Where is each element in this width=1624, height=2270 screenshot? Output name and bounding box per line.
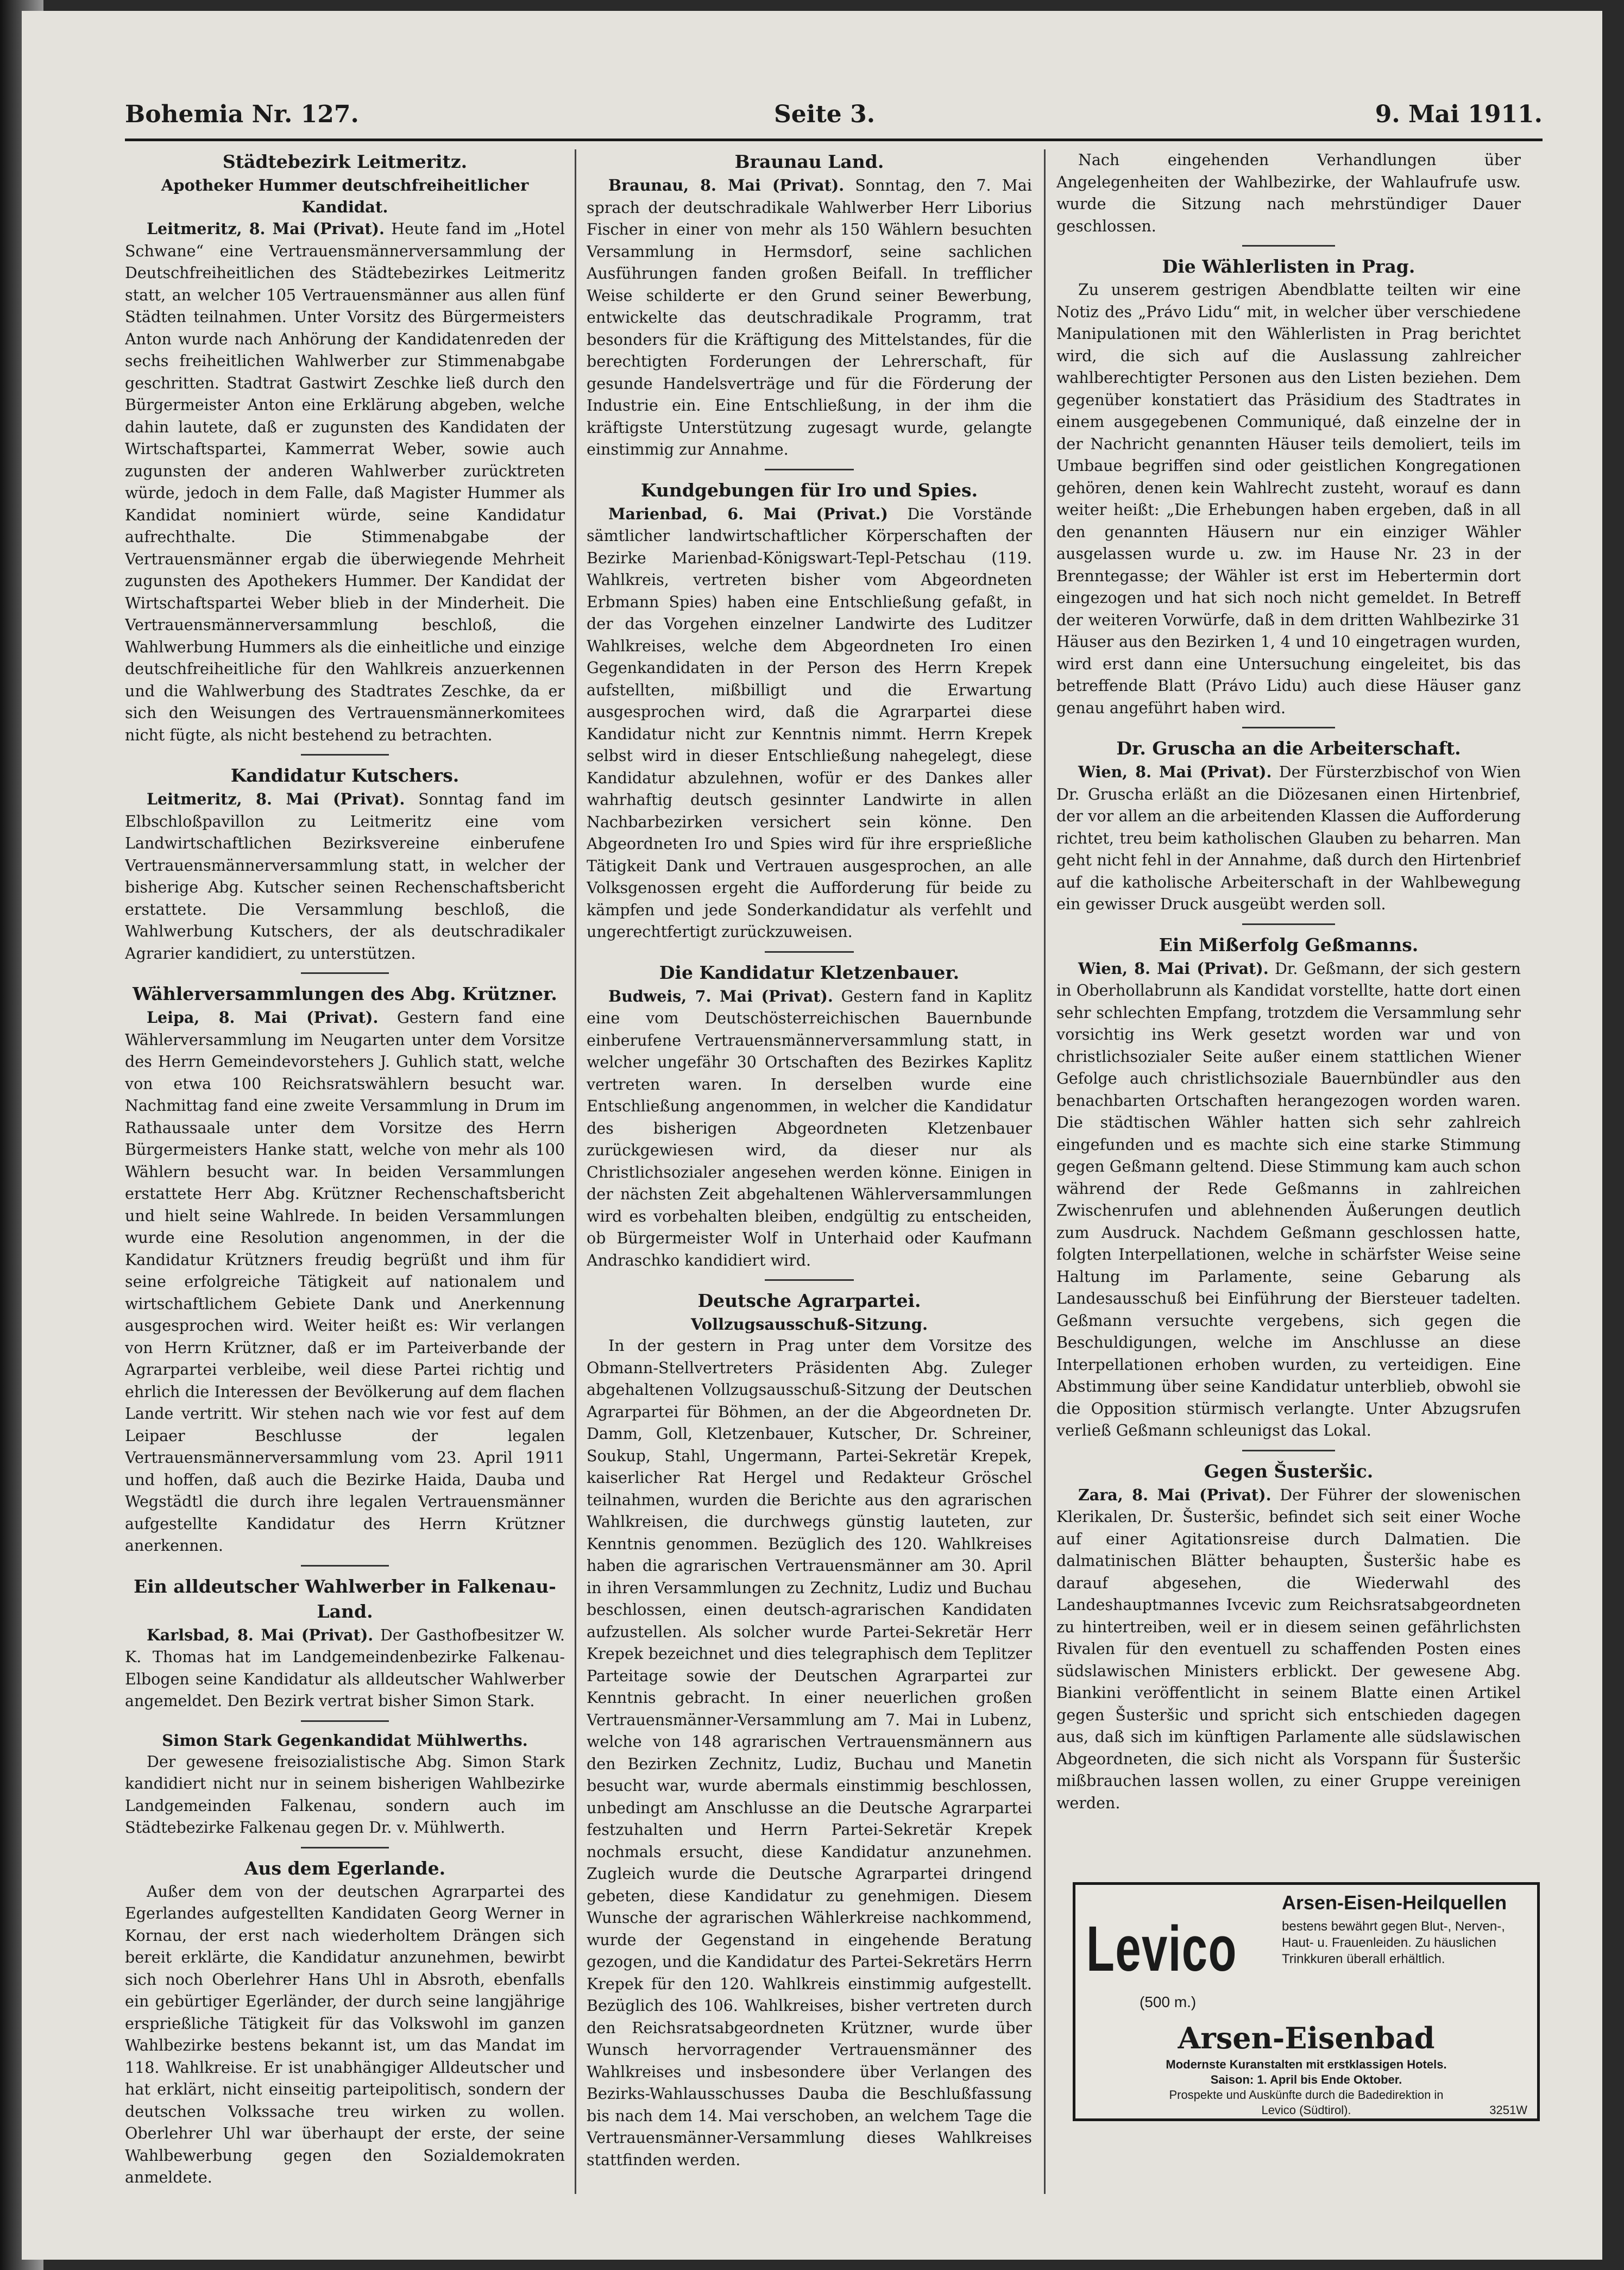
article-text: Gestern fand eine Wählerversammlung im Neugarten unter dem Vorsitze des Herrn Gemeindevorstehers J. Guhlich statt, welche von etwa 100 Reichsratswählern besucht war. Nachmittag fand eine zweite Versammlung in Drum im Rathaussaale unter dem Vorsitze des Herrn Bürgermeisters Hanke statt, welche von mehr als 100 Wählern besucht war. In beiden Versammlungen erstattete Herr Abg. Krützner Rechenschaftsbericht und hielt seine Wahlrede. In beiden Versammlungen wurde eine Resolution angenommen, in der die Kandidatur Krützners freudig begrüßt und ihm für seine erfolgreiche Tätigkeit auf nationalem und wirtschaftlichem Gebiete Dank und Anerkennung ausgesprochen wird. Weiter heißt es: Wir verlangen von Herrn Krützner, daß er im Parteiverbande der Agrarpartei verbleibe, weil diese Partei richtig und ehrlich die Interessen der Bevölkerung auf dem flachen Lande vertritt. Wir stehen nach wie vor fest auf dem Leipaer Beschlusse der legalen Vertrauensmännerversammlung vom 23. April 1911 und hoffen, daß auch die Bezirke Haida, Dauba und Wegstädtl die durch ihre legalen Vertrauensmänner aufgestellte Kandidatur des Herrn Krützner anerkennen. xyxy=(125,1009,565,1555)
article-title: Deutsche Agrarpartei. xyxy=(697,1290,921,1311)
article xyxy=(587,149,1032,461)
article-dateline: Wien, 8. Mai (Privat). xyxy=(1078,763,1272,781)
column-rule xyxy=(575,149,576,2194)
article-title: Die Kandidatur Kletzenbauer. xyxy=(659,961,960,983)
article xyxy=(1056,149,1521,237)
ad-altitude: (500 m.) xyxy=(1140,1994,1197,2010)
article-text: Der Gasthofbesitzer W. K. Thomas hat im Landgemeindenbezirke Falkenau-Elbogen seine Kandidatur als alldeutscher Wahlwerber angemeldet. Den Bezirk vertrat bisher Simon Stark. xyxy=(125,1626,565,1710)
article-subtitle: Simon Stark Gegenkandidat Mühlwerths. xyxy=(162,1731,528,1750)
article-dateline: Braunau, 8. Mai (Privat). xyxy=(608,176,845,194)
article-body xyxy=(587,985,1032,1272)
article xyxy=(125,1730,565,1839)
article-separator xyxy=(301,1720,389,1722)
article-title: Kundgebungen für Iro und Spies. xyxy=(640,479,978,501)
article-separator xyxy=(1242,727,1335,728)
article-text: Heute fand im „Hotel Schwane“ eine Vertrauensmännerversammlung der Deutschfreiheitlichen des Städtebezirkes Leitmeritz statt, an welcher 105 Vertrauensmänner aus allen fünf Städten teilnahmen. Unter Vorsitz des Bürgermeisters Anton wurde nach Anhörung der Kandidatenreden der sechs freiheitlichen Wahlwerber zur Stimmenabgabe geschritten. Stadtrat Gastwirt Zeschke ließ durch den Bürgermeister Anton eine Erklärung abgeben, welche dahin lautete, daß er zugunsten des Kandidaten der Wirtschaftspartei, Kammerrat Weber, sowie auch zugunsten der anderen Wahlwerber zurücktreten würde, jedoch in dem Falle, daß Magister Hummer als Kandidat nominiert würde, seine Kandidatur aufrechthalte. Die Stimmenabgabe der Vertrauensmänner ergab die überwiegende Mehrheit zugunsten des Apothekers Hummer. Der Kandidat der Wirtschaftspartei Weber blieb in der Minderheit. Die Vertrauensmännerversammlung beschloß, die Wahlwerbung Hummers als die einheitliche und einzige deutschfreiheitliche für den Wahlkreis anzuerkennen und die Wahlwerbung des Stadtrates Zeschke, da er sich den Weisungen des Vertrauensmännerkomitees nicht fügte, als nicht bestehend zu betrachten. xyxy=(125,220,565,744)
article-title: Städtebezirk Leitmeritz. xyxy=(222,151,468,172)
ad-brand: Levico xyxy=(1086,1913,1237,1985)
article-dateline: Karlsbad, 8. Mai (Privat). xyxy=(147,1625,374,1644)
article-title: Die Wählerlisten in Prag. xyxy=(1162,256,1415,277)
article-title: Wählerversammlungen des Abg. Krützner. xyxy=(133,983,557,1004)
article-body xyxy=(587,503,1032,944)
article-text: Gestern fand in Kaplitz eine vom Deutschösterreichischen Bauernbunde einberufene Vertrauensmännerversammlung statt, in welcher ungefähr 30 Ortschaften des Bezirkes Kaplitz vertreten waren. In derselben wurde eine Entschließung angenommen, in welcher die Kandidatur des bisherigen Abgeordneten Kletzenbauer zurückgewiesen wird, da dieser nur als Christlichsozialer angesehen werden könne. Einigen in der nächsten Zeit abgehaltenen Wählerversammlungen wird es vorbehalten bleiben, endgültig zu entscheiden, ob Bürgermeister Wolf in Unterhaid oder Kaufmann Andraschko kandidiert wird. xyxy=(587,987,1032,1269)
advertisement-levico xyxy=(1073,1882,1540,2121)
article-text: Der Führer der slowenischen Klerikalen, Dr. Šusteršic, befindet sich seit einer Woche auf einer Agitationsreise durch Dalmatien. Die dalmatinischen Blätter behaupten, Šusteršic habe es darauf abgesehen, die Wiederwahl des Landeshauptmannes Ivcevic zum Reichsratsabgeordneten zu hintertreiben, weil er in diesem seinen gefährlichsten Rivalen für den eventuell zu schaffenden Posten eines südslawischen Ministers erblickt. Der gewesene Abg. Biankini veröffentlicht in seinem Blatte einen Artikel gegen Šusteršic und spricht sich entschieden dagegen aus, daß sich im künftigen Parlamente alle südslawischen Abgeordneten, die sich nicht als Vorspann für Šusteršic mißbrauchen lassen wollen, zu einer Gruppe vereinigen werden. xyxy=(1056,1486,1521,1812)
article xyxy=(1056,736,1521,916)
article-text: Der gewesene freisozialistische Abg. Simon Stark kandidiert nicht nur in seinem bisherigen Wahlbezirke Landgemeinden Falkenau, sondern auch im Städtebezirke Falkenau gegen Dr. v. Mühlwerth. xyxy=(125,1752,565,1837)
article-subtitle: Vollzugsausschuß-Sitzung. xyxy=(690,1315,928,1334)
article xyxy=(587,960,1032,1272)
article xyxy=(587,478,1032,944)
issue-date: 9. Mai 1911. xyxy=(1375,100,1543,128)
article-separator xyxy=(765,951,854,953)
article-title: Kandidatur Kutschers. xyxy=(230,765,459,786)
article-body xyxy=(125,1007,565,1557)
ad-place: Levico (Südtirol). xyxy=(1261,2103,1351,2117)
article-text: Sonntag, den 7. Mai sprach der deutschradikale Wahlwerber Herr Liborius Fischer in einer von mehr als 150 Wählern besuchten Versammlung in Hermsdorf, seine sachlichen Ausführungen fanden großen Beifall. In trefflicher Weise schilderte er den Grund seiner Bewerbung, entwickelte das deutschradikale Programm, trat besonders für die Kräftigung des Mittelstandes, für die berechtigten Forderungen der Lehrerschaft, für gesunde Handelsverträge und für die Förderung der Industrie ein. Eine Entschließung, in der ihm die kräftigste Unterstützung zugesagt wurde, gelangte einstimmig zur Annahme. xyxy=(587,177,1032,458)
ad-bath: Arsen-Eisenbad xyxy=(1178,2021,1435,2055)
article-body xyxy=(1056,279,1521,719)
article-title: Gegen Šusteršic. xyxy=(1204,1460,1374,1482)
article-dateline: Budweis, 7. Mai (Privat). xyxy=(608,986,833,1005)
article-dateline: Leipa, 8. Mai (Privat). xyxy=(147,1008,379,1027)
article xyxy=(1056,254,1521,719)
ad-prospects: Prospekte und Auskünfte durch die Badedirektion in xyxy=(1169,2088,1444,2102)
article-text: Nach eingehenden Verhandlungen über Angelegenheiten der Wahlbezirke, der Wahlaufrufe usw. wurde die Sitzung nach mehrstündiger Dauer geschlossen. xyxy=(1056,151,1521,235)
article-title: Braunau Land. xyxy=(734,151,884,172)
article-body xyxy=(1056,958,1521,1442)
page-number: Seite 3. xyxy=(774,100,876,128)
column-rule xyxy=(1044,149,1046,2194)
article-title: Aus dem Egerlande. xyxy=(244,1857,446,1879)
article xyxy=(587,1288,1032,2171)
article-body xyxy=(125,1624,565,1713)
article xyxy=(1056,1459,1521,1815)
article-dateline: Marienbad, 6. Mai (Privat.) xyxy=(608,504,888,523)
column-2 xyxy=(587,149,1032,2194)
article-separator xyxy=(765,1279,854,1281)
article-text: Dr. Geßmann, der sich gestern in Oberhollabrunn als Kandidat vorstellte, hatte dort einen sehr schlechten Empfang, trotzdem die Versammlung sehr vorsichtig ins Werk gesetzt worden war und von christlichsozialer Seite außer einem stattlichen Wiener Gefolge auch christlichsoziale Bauernbündler aus den benachbarten Ortschaften herangezogen worden waren. Die städtischen Wähler hatten sich sehr zahlreich eingefunden und es machte sich eine starke Stimmung gegen Geßmann geltend. Diese Stimmung kam auch schon während der Rede Geßmanns in zahlreichen Zwischenrufen und ablehnenden Äußerungen deutlich zum Ausdruck. Nachdem Geßmann geschlossen hatte, folgten Interpellationen, welche in schärfster Weise seine Haltung im Parlamente, seine Gebarung als Landesausschuß bei Einführung der Biersteuer tadelten. Geßmann versuchte vergebens, sich gegen die Beschuldigungen, welche im Anschlusse an diese Interpellationen erhoben wurden, zu verteidigen. Eine Abstimmung über seine Kandidatur unterblieb, obwohl sie die Opposition stürmisch verlangte. Unter Abzugsrufen verließ Geßmann schleunigst das Lokal. xyxy=(1056,959,1521,1439)
article-subtitle: Apotheker Hummer deutschfreiheitlicher Kandidat. xyxy=(161,176,529,216)
article xyxy=(125,982,565,1557)
article-body xyxy=(125,1751,565,1839)
article-body xyxy=(587,174,1032,461)
article-separator xyxy=(301,754,389,756)
masthead-issue: Bohemia Nr. 127. xyxy=(125,100,359,128)
article-body xyxy=(125,1881,565,2189)
article-text: Sonntag fand im Elbschloßpavillon zu Leitmeritz eine vom Landwirtschaftlichen Bezirksvereine einberufene Vertrauensmännerversammlung statt, in welcher der bisherige Abg. Kutscher seinen Rechenschaftsbericht erstattete. Die Versammlung beschloß, die Wahlwerbung Kutschers, der als deutschradikaler Agrarier kandidiert, zu unterstützen. xyxy=(125,790,565,963)
article-separator xyxy=(301,1847,389,1848)
article-dateline: Zara, 8. Mai (Privat). xyxy=(1078,1485,1271,1504)
article-separator xyxy=(301,972,389,974)
article-body xyxy=(1056,761,1521,916)
article xyxy=(125,763,565,965)
article xyxy=(125,1574,565,1713)
article-title: Dr. Gruscha an die Arbeiterschaft. xyxy=(1116,738,1461,759)
article xyxy=(1056,933,1521,1442)
article-separator xyxy=(1242,923,1335,925)
article-dateline: Leitmeritz, 8. Mai (Privat). xyxy=(147,219,385,238)
article-dateline: Wien, 8. Mai (Privat). xyxy=(1078,959,1269,978)
article-separator xyxy=(301,1565,389,1567)
ad-description: bestens bewährt gegen Blut-, Nerven-, Haut- u. Frauenleiden. Zu häuslichen Trinkkuren überall erhältlich. xyxy=(1282,1919,1505,1966)
article-body xyxy=(125,788,565,965)
ad-season: Saison: 1. April bis Ende Oktober. xyxy=(1210,2073,1402,2086)
article-separator xyxy=(1242,245,1335,247)
article-title: Ein alldeutscher Wahlwerber in Falkenau-Land. xyxy=(134,1575,556,1622)
article-separator xyxy=(1242,1450,1335,1451)
ad-code: 3251W xyxy=(1489,2103,1527,2117)
article-text: In der gestern in Prag unter dem Vorsitze des Obmann-Stellvertreters Präsidenten Abg. Zuleger abgehaltenen Vollzugsausschuß-Sitzung der Deutschen Agrarpartei für Böhmen, an der die Abgeordneten Dr. Damm, Goll, Kletzenbauer, Kutscher, Dr. Schreiner, Soukup, Stahl, Ungermann, Partei-Sekretär Krepek, kaiserlicher Rat Hergel und Redakteur Gröschel teilnahmen, wurden die Berichte aus den agrarischen Wahlkreisen, die durchwegs günstig lauteten, zur Kenntnis genommen. Bezüglich des 120. Wahlkreises haben die agrarischen Vertrauensmänner am 30. April in ihren Versammlungen zu Zechnitz, Ludiz und Buchau beschlossen, einen deutsch-agrarischen Kandidaten aufzustellen. Als solcher wurde Partei-Sekretär Herr Krepek bezeichnet und dies telegraphisch dem Teplitzer Parteitage sowie der Deutschen Agrarpartei zur Kenntnis gebracht. In einer neuerlichen großen Vertrauensmänner-Versammlung am 7. Mai in Lubenz, welche von 148 agrarischen Vertrauensmännern aus den Bezirken Zechnitz, Ludiz, Buchau und Manetin besucht war, wurde abermals einstimmig beschlossen, unbedingt am Anschlusse an die Deutsche Agrarpartei festzuhalten und Herrn Partei-Sekretär Krepek nochmals ersucht, diese Kandidatur anzunehmen. Zugleich wurde die Deutsche Agrarpartei dringend gebeten, diese Kandidatur zu genehmigen. Diesem Wunsche der agrarischen Wählerkreise nachkommend, wurde der Gegenstand in eingehende Beratung gezogen, und die Kandidatur des Partei-Sekretärs Herrn Krepek für den 120. Wahlkreis einstimmig aufgestellt. Bezüglich des 106. Wahlkreises, bisher vertreten durch den Reichsratsabgeordneten Krützner, wurde über Wunsch hervorragender Vertrauensmänner des Wahlkreises und insbesondere über Verlangen des Bezirks-Wahlausschusses Dauba die Beschlußfassung bis nach dem 14. Mai verschoben, an welchem Tage die Vertrauensmänner-Versammlung dieses Wahlkreises stattfinden werden. xyxy=(587,1337,1032,2169)
article-text: Außer dem von der deutschen Agrarpartei des Egerlandes aufgestellten Kandidaten Georg Werner in Kornau, der erst nach wiederholtem Drängen sich bereit erklärte, die Kandidatur anzunehmen, bewirbt sich noch Oberlehrer Hans Uhl in Absroth, ebenfalls ein gebürtiger Egerländer, der durch seine langjährige ersprießliche Tätigkeit für das Volkswohl im ganzen Wahlbezirke bestens bekannt ist, um das Mandat im 118. Wahlkreise. Er ist unabhängiger Alldeutscher und hat erklärt, nicht einseitig parteipolitisch, sondern der deutschen Volkssache treu wirken zu wollen. Oberlehrer Uhl war überhaupt der erste, der seine Wahlbewerbung gegen den Sozialdemokraten anmeldete. xyxy=(125,1882,565,2186)
page-header xyxy=(125,100,1543,141)
article-text: Zu unserem gestrigen Abendblatte teilten wir eine Notiz des „Právo Lidu“ mit, in welcher über verschiedene Manipulationen mit den Wählerlisten in Prag berichtet wird, die sich auf die Auslassung zahlreicher wahlberechtigter Personen aus den Listen beziehen. Dem gegenüber konstatiert das Präsidium des Stadtrates in einem ausgegebenen Communiqué, daß einzelne der in der Nachricht genannten Häuser teils demoliert, teils im Umbaue begriffen sind oder geistlichen Kongregationen gehören, denen kein Wahlrecht zusteht, worauf es dann weiter heißt: „Die Erhebungen haben ergeben, daß in all den genannten Häusern nur ein einziger Wähler ausgelassen wurde u. zw. im Hause Nr. 23 in der Brenntegasse; der Wähler ist erst im Hebertermin dort eingezogen und hat sich noch nicht gemeldet. In Betreff der weiteren Vorwürfe, daß in dem dritten Wahlbezirke 31 Häuser aus den Bezirken 1, 4 und 10 eingetragen wurden, wird erst dann eine Untersuchung eingeleitet, bis das betreffende Blatt (Právo Lidu) auch diese Häuser ganz genau angeführt haben wird. xyxy=(1056,281,1521,717)
article xyxy=(125,149,565,746)
article-body xyxy=(587,1335,1032,2171)
article-title: Ein Mißerfolg Geßmanns. xyxy=(1159,934,1419,955)
article-text: Der Fürsterzbischof von Wien Dr. Gruscha erläßt an die Diözesanen einen Hirtenbrief, der vor allem an die arbeitenden Klassen die Aufforderung richtet, treu beim katholischen Glauben zu beharren. Man geht nicht fehl in der Annahme, daß durch den Hirtenbrief auf die katholische Arbeiterschaft in der Wahlbewegung ein gewisser Druck ausgeübt werden soll. xyxy=(1056,763,1521,913)
article-body xyxy=(1056,149,1521,237)
article-text: Die Vorstände sämtlicher landwirtschaftlicher Körperschaften der Bezirke Marienbad-Königswart-Tepl-Petschau (119. Wahlkreis, vertreten bisher vom Abgeordneten Erbmann Spies) haben eine Entschließung gefaßt, in der das Vorgehen einzelner Landwirte des Luditzer Wahlkreises, welche dem Abgeordneten Iro einen Gegenkandidaten in der Person des Herrn Krepek aufstellten, mißbilligt und die Erwartung ausgesprochen wird, daß die Agrarpartei diese Kandidatur nicht zur Kenntnis nimmt. Herrn Krepek selbst wird in dieser Entschließung nahegelegt, diese Kandidatur abzulehnen, wofür er des Dankes aller wahrhaftig deutsch gesinnter Landwirte in allen Nachbarbezirken versichert sein könne. Den Abgeordneten Iro und Spies wird für ihre ersprießliche Tätigkeit Dank und Vertrauen ausgesprochen, an alle Volksgenossen ergeht die Aufforderung für beide zu kämpfen und jede Sonderkandidatur als verfehlt und ungerechtfertigt zurückzuweisen. xyxy=(587,505,1032,941)
article-separator xyxy=(765,469,854,470)
article xyxy=(125,1856,565,2189)
article-body xyxy=(125,218,565,746)
column-1 xyxy=(125,149,565,2194)
ad-hotels: Modernste Kuranstalten mit erstklassigen Hotels. xyxy=(1166,2058,1447,2071)
article-dateline: Leitmeritz, 8. Mai (Privat). xyxy=(147,790,405,808)
ad-headline: Arsen-Eisen-Heilquellen xyxy=(1282,1891,1507,1914)
article-body xyxy=(1056,1484,1521,1815)
